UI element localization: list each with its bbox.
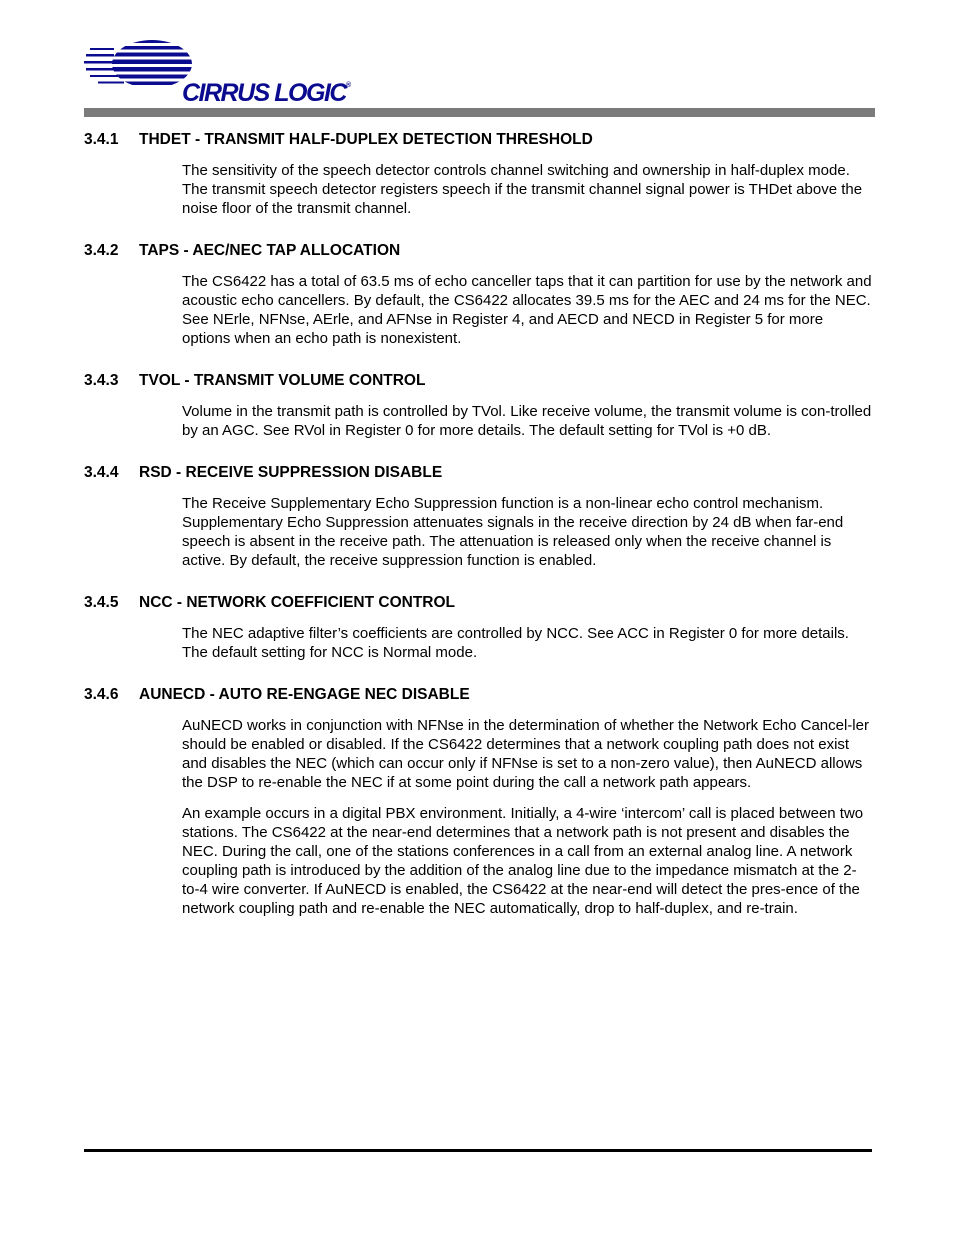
paragraph: AuNECD works in conjunction with NFNse in the determination of whether the Network Echo Cancel-ler should be enabled or disabled. If the CS6422 determines that a network coupling path does not exist and disables the NEC (which can occur only if NFNse is set to a non-zero value), then AuNECD allows the DSP to re-enable the NEC if at some point during the call a network path appears. — [182, 717, 869, 791]
document-body — [84, 131, 876, 918]
paragraph: The Receive Supplementary Echo Suppression function is a non-linear echo control mechanism. Supplementary Echo Suppression attenuates signals in the receive direction by 24 dB when far-end speech is absent in the receive path. The attenuation is released only when the receive channel is active. By default, the receive suppression function is enabled. — [182, 495, 844, 569]
section-3-4-5 — [84, 594, 876, 662]
section-title: RSD - RECEIVE SUPPRESSION DISABLE — [139, 464, 443, 481]
section-title: THDET - TRANSMIT HALF-DUPLEX DETECTION THRESHOLD — [139, 131, 593, 148]
section-heading — [84, 372, 876, 390]
section-3-4-3 — [84, 372, 876, 440]
section-number: 3.4.2 — [84, 242, 119, 259]
section-3-4-6 — [84, 686, 876, 918]
paragraph: Volume in the transmit path is controlled by TVol. Like receive volume, the transmit volume is con-trolled by an AGC. See RVol in Register 0 for more details. The default setting for TVol is +0 dB. — [182, 403, 872, 439]
section-3-4-2 — [84, 242, 876, 348]
section-3-4-1 — [84, 131, 876, 218]
paragraph: The CS6422 has a total of 63.5 ms of echo canceller taps that it can partition for use by the network and acoustic echo cancellers. By default, the CS6422 allocates 39.5 ms for the AEC and 24 ms for the NEC. See NErle, NFNse, AErle, and AFNse in Register 4, and AECD and NECD in Register 5 for more options when an echo path is nonexistent. — [182, 273, 872, 347]
paragraph: An example occurs in a digital PBX environment. Initially, a 4-wire ‘intercom’ call is placed between two stations. The CS6422 at the near-end determines that a network path is not present and disables the NEC. During the call, one of the stations conferences in a call from an external analog line. A network coupling path is introduced by the addition of the analog line due to the impedance mismatch at the 2-to-4 wire converter. If AuNECD is enabled, the CS6422 at the near-end will detect the pres-ence of the network coupling path and re-enable the NEC automatically, drop to half-duplex, and re-train. — [182, 805, 864, 917]
section-title: NCC - NETWORK COEFFICIENT CONTROL — [139, 594, 456, 611]
section-3-4-4 — [84, 464, 876, 570]
paragraph: The NEC adaptive filter’s coefficients are controlled by NCC. See ACC in Register 0 for more details. The default setting for NCC is Normal mode. — [182, 625, 849, 661]
section-heading — [84, 242, 876, 260]
cirrus-logic-logo — [84, 38, 374, 107]
paragraph: The sensitivity of the speech detector controls channel switching and ownership in half-duplex mode. The transmit speech detector registers speech if the transmit channel signal power is THDet above the noise floor of the transmit channel. — [182, 162, 863, 217]
section-title: TVOL - TRANSMIT VOLUME CONTROL — [139, 372, 426, 389]
section-number: 3.4.4 — [84, 464, 119, 481]
header-rule — [84, 108, 875, 117]
section-heading — [84, 464, 876, 482]
logo-wordmark: CIRRUS LOGIC® — [182, 79, 352, 107]
section-number: 3.4.1 — [84, 131, 119, 148]
section-number: 3.4.5 — [84, 594, 119, 611]
section-number: 3.4.3 — [84, 372, 119, 389]
footer-rule — [84, 1149, 872, 1152]
section-title: AUNECD - AUTO RE-ENGAGE NEC DISABLE — [139, 686, 470, 703]
section-title: TAPS - AEC/NEC TAP ALLOCATION — [139, 242, 401, 259]
section-heading — [84, 686, 876, 704]
section-heading — [84, 131, 876, 149]
section-heading — [84, 594, 876, 612]
section-number: 3.4.6 — [84, 686, 119, 703]
